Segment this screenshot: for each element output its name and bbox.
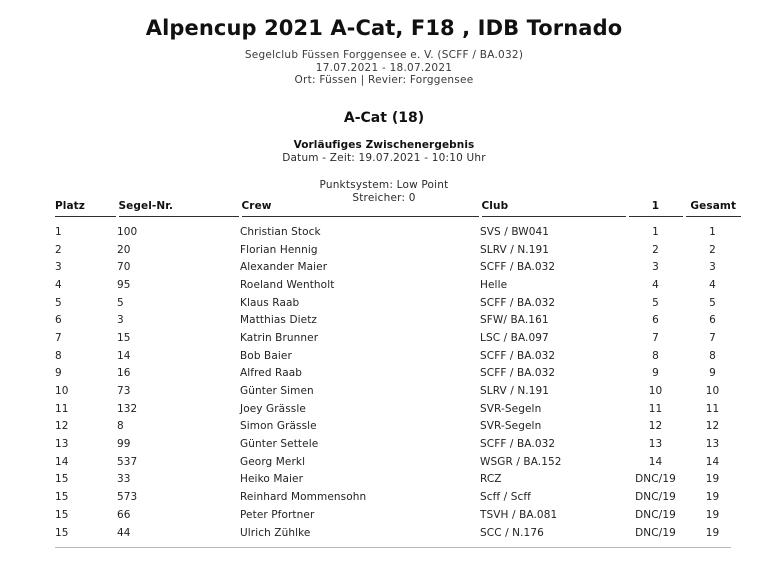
cell-race-1: DNC/19: [635, 491, 676, 504]
cell-race-1: 4: [652, 278, 659, 291]
cell-platz: 9: [55, 367, 62, 380]
event-meta: [0, 49, 768, 87]
cell-crew: Florian Hennig: [240, 243, 318, 256]
table-row[interactable]: [55, 400, 741, 418]
cell-crew: Alexander Maier: [240, 261, 328, 274]
results-table-wrap: [55, 200, 737, 541]
cell-crew: Günter Simen: [240, 385, 314, 398]
cell-platz: 15: [55, 473, 69, 486]
table-header-row: [55, 200, 741, 217]
cell-crew: Alfred Raab: [240, 367, 303, 380]
column-header-club[interactable]: Club: [480, 200, 627, 217]
cell-platz: 14: [55, 455, 69, 468]
table-row[interactable]: [55, 435, 741, 453]
cell-gesamt: 5: [709, 296, 716, 309]
cell-segel-nr: 537: [117, 455, 138, 468]
cell-platz: 11: [55, 402, 69, 415]
cell-gesamt: 13: [705, 438, 720, 451]
cell-club: RCZ: [480, 473, 502, 486]
cell-segel-nr: 3: [117, 314, 124, 327]
cell-crew: Bob Baier: [240, 349, 292, 362]
cell-crew: Georg Merkl: [240, 455, 306, 468]
cell-race-1: 11: [648, 402, 663, 415]
cell-segel-nr: 14: [117, 349, 131, 362]
cell-race-1: 2: [652, 243, 659, 256]
cell-club: SVS / BW041: [480, 225, 550, 238]
cell-segel-nr: 573: [117, 491, 138, 504]
cell-club: SCFF / BA.032: [480, 438, 556, 451]
cell-segel-nr: 73: [117, 385, 131, 398]
cell-race-1: 5: [652, 296, 659, 309]
cell-segel-nr: 20: [117, 243, 131, 256]
cell-club: SCFF / BA.032: [480, 296, 556, 309]
cell-crew: Christian Stock: [240, 225, 321, 238]
cell-platz: 15: [55, 526, 69, 539]
cell-gesamt: 10: [705, 385, 720, 398]
cell-gesamt: 6: [709, 314, 716, 327]
cell-platz: 7: [55, 331, 62, 344]
cell-crew: Günter Settele: [240, 438, 319, 451]
cell-race-1: DNC/19: [635, 526, 676, 539]
cell-platz: 8: [55, 349, 62, 362]
table-row[interactable]: [55, 418, 741, 436]
cell-crew: Ulrich Zühlke: [240, 526, 311, 539]
table-row[interactable]: [55, 217, 741, 241]
cell-segel-nr: 5: [117, 296, 124, 309]
cell-race-1: DNC/19: [635, 508, 676, 521]
cell-club: SCFF / BA.032: [480, 367, 556, 380]
table-row[interactable]: [55, 506, 741, 524]
organizer-line: Segelclub Füssen Forggensee e. V. (SCFF / BA.032): [244, 49, 524, 61]
cell-platz: 15: [55, 491, 69, 504]
result-status: Vorläufiges Zwischenergebnis: [293, 138, 475, 151]
cell-gesamt: 19: [705, 491, 720, 504]
cell-race-1: 3: [652, 261, 659, 274]
page-title: Alpencup 2021 A-Cat, F18 , IDB Tornado: [145, 16, 623, 40]
cell-gesamt: 12: [705, 420, 720, 433]
cell-gesamt: 19: [705, 473, 720, 486]
cell-club: SCC / N.176: [480, 526, 544, 539]
cell-segel-nr: 95: [117, 278, 131, 291]
cell-segel-nr: 66: [117, 508, 131, 521]
cell-race-1: 6: [652, 314, 659, 327]
cell-crew: Klaus Raab: [240, 296, 300, 309]
table-row[interactable]: [55, 453, 741, 471]
cell-platz: 12: [55, 420, 69, 433]
table-row[interactable]: [55, 524, 741, 542]
cell-club: WSGR / BA.152: [480, 455, 562, 468]
cell-crew: Reinhard Mommensohn: [240, 491, 367, 504]
table-bottom-rule: [55, 547, 731, 548]
cell-race-1: DNC/19: [635, 473, 676, 486]
result-status-block: [0, 139, 768, 165]
class-title: A-Cat (18): [343, 109, 425, 126]
cell-club: Helle: [480, 278, 508, 291]
cell-crew: Joey Grässle: [240, 402, 306, 415]
cell-gesamt: 9: [709, 367, 716, 380]
result-datetime: Datum - Zeit: 19.07.2021 - 10:10 Uhr: [282, 151, 486, 164]
cell-race-1: 9: [652, 367, 659, 380]
cell-gesamt: 11: [705, 402, 720, 415]
results-table-head: [55, 200, 741, 217]
cell-club: Scff / Scff: [480, 491, 531, 504]
cell-platz: 10: [55, 385, 69, 398]
cell-segel-nr: 100: [117, 225, 138, 238]
table-row[interactable]: [55, 382, 741, 400]
cell-platz: 4: [55, 278, 62, 291]
cell-segel-nr: 16: [117, 367, 131, 380]
cell-race-1: 7: [652, 331, 659, 344]
table-row[interactable]: [55, 365, 741, 383]
cell-club: SVR-Segeln: [480, 402, 542, 415]
cell-platz: 6: [55, 314, 62, 327]
cell-segel-nr: 33: [117, 473, 131, 486]
cell-segel-nr: 15: [117, 331, 131, 344]
cell-platz: 3: [55, 261, 62, 274]
cell-platz: 13: [55, 438, 69, 451]
cell-segel-nr: 8: [117, 420, 124, 433]
cell-gesamt: 7: [709, 331, 716, 344]
cell-club: SCFF / BA.032: [480, 349, 556, 362]
location-line: Ort: Füssen | Revier: Forggensee: [294, 74, 474, 87]
column-header-segel-nr[interactable]: Segel-Nr.: [117, 200, 240, 217]
cell-race-1: 10: [648, 385, 663, 398]
table-row[interactable]: [55, 329, 741, 347]
results-table: [55, 200, 741, 541]
cell-gesamt: 8: [709, 349, 716, 362]
cell-club: LSC / BA.097: [480, 331, 549, 344]
date-range-line: 17.07.2021 - 18.07.2021: [315, 61, 453, 74]
cell-gesamt: 14: [705, 455, 720, 468]
cell-club: SLRV / N.191: [480, 385, 550, 398]
cell-gesamt: 19: [705, 526, 720, 539]
cell-club: SVR-Segeln: [480, 420, 542, 433]
cell-crew: Katrin Brunner: [240, 331, 319, 344]
cell-gesamt: 3: [709, 261, 716, 274]
table-row[interactable]: [55, 347, 741, 365]
cell-segel-nr: 99: [117, 438, 131, 451]
cell-crew: Heiko Maier: [240, 473, 304, 486]
table-row[interactable]: [55, 258, 741, 276]
cell-race-1: 12: [648, 420, 663, 433]
cell-race-1: 8: [652, 349, 659, 362]
cell-segel-nr: 70: [117, 261, 131, 274]
cell-club: SFW/ BA.161: [480, 314, 549, 327]
cell-club: SCFF / BA.032: [480, 261, 556, 274]
table-row[interactable]: [55, 471, 741, 489]
cell-gesamt: 19: [705, 508, 720, 521]
cell-gesamt: 4: [709, 278, 716, 291]
column-header-race-1[interactable]: 1: [627, 200, 684, 217]
cell-gesamt: 2: [709, 243, 716, 256]
cell-gesamt: 1: [709, 225, 716, 238]
column-header-crew[interactable]: Crew: [240, 200, 480, 217]
table-row[interactable]: [55, 241, 741, 259]
cell-crew: Matthias Dietz: [240, 314, 318, 327]
cell-race-1: 14: [648, 455, 663, 468]
table-row[interactable]: [55, 311, 741, 329]
cell-platz: 5: [55, 296, 62, 309]
cell-segel-nr: 132: [117, 402, 138, 415]
cell-crew: Peter Pfortner: [240, 508, 315, 521]
column-header-platz[interactable]: Platz: [55, 200, 117, 217]
table-row[interactable]: [55, 488, 741, 506]
cell-platz: 2: [55, 243, 62, 256]
results-table-body: [55, 217, 741, 542]
cell-platz: 15: [55, 508, 69, 521]
cell-club: SLRV / N.191: [480, 243, 550, 256]
cell-race-1: 13: [648, 438, 663, 451]
table-row[interactable]: [55, 276, 741, 294]
table-row[interactable]: [55, 294, 741, 312]
cell-club: TSVH / BA.081: [480, 508, 558, 521]
cell-race-1: 1: [652, 225, 659, 238]
column-header-gesamt[interactable]: Gesamt: [684, 200, 741, 217]
cell-platz: 1: [55, 225, 62, 238]
scoring-system: Punktsystem: Low Point: [319, 178, 449, 191]
cell-crew: Simon Grässle: [240, 420, 317, 433]
discards-count: Streicher: 0: [352, 191, 416, 204]
cell-crew: Roeland Wentholt: [240, 278, 335, 291]
cell-segel-nr: 44: [117, 526, 131, 539]
